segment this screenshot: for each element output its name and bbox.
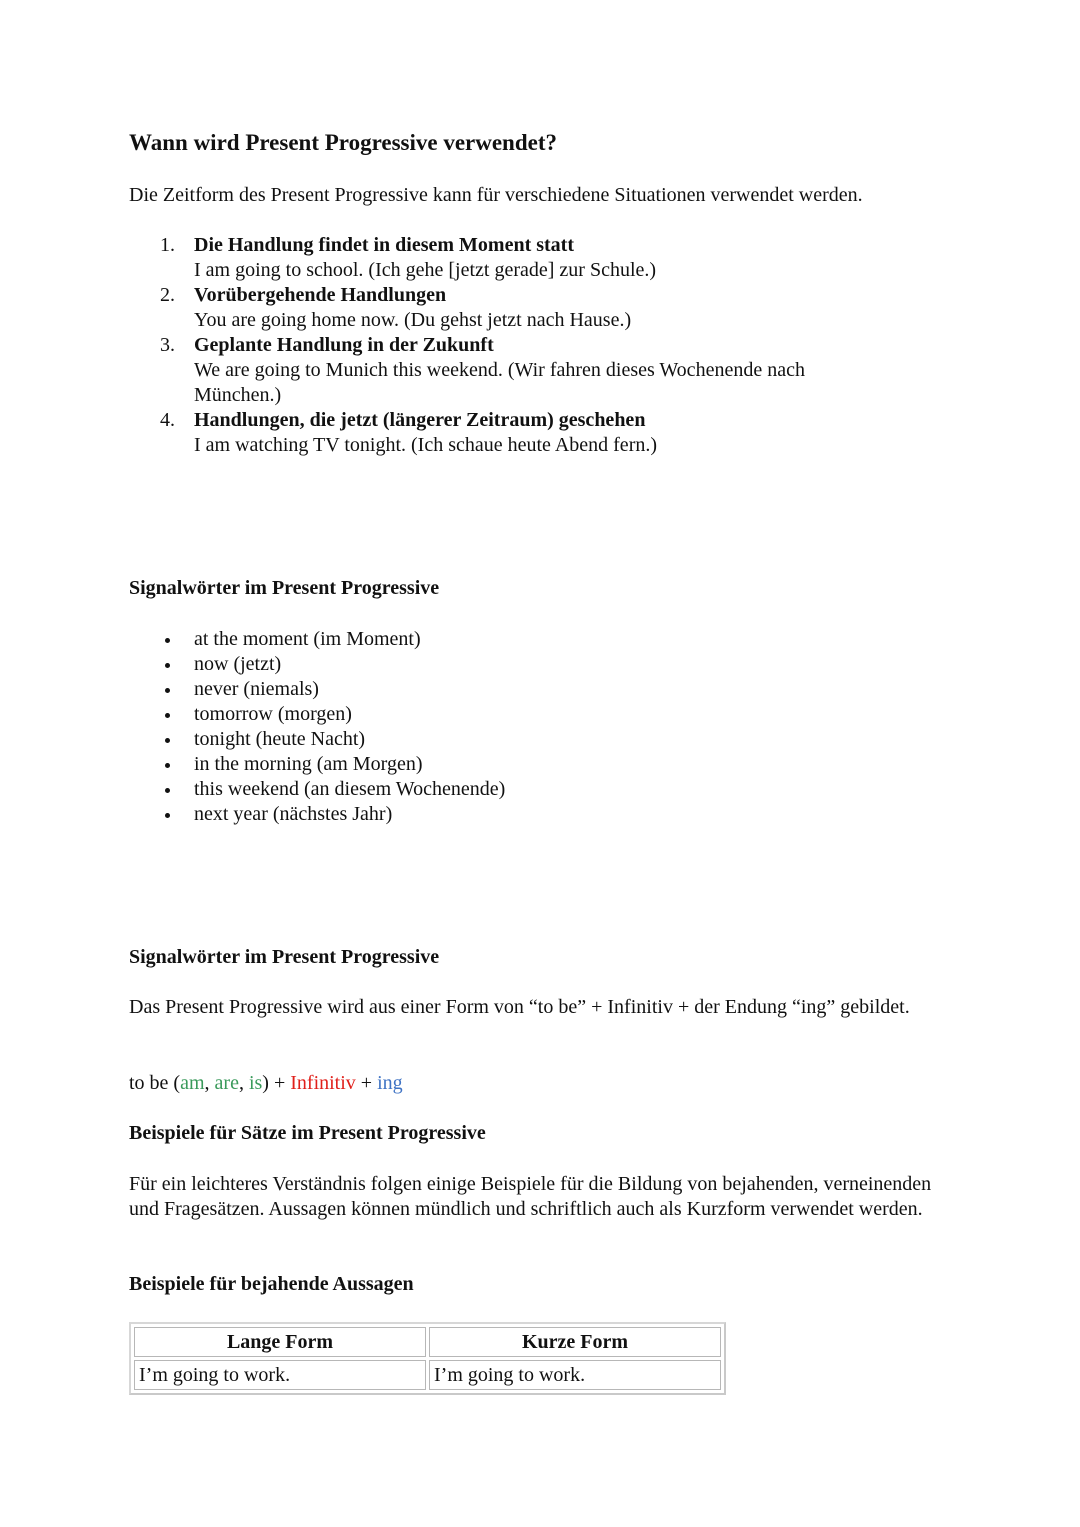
signal-word: tomorrow (morgen) — [194, 703, 352, 725]
list-item — [129, 333, 959, 408]
bullet-icon — [165, 788, 170, 793]
formula-are: are — [214, 1072, 239, 1094]
table-cell: I’m going to work. — [429, 1360, 721, 1390]
signal-words-heading: Signalwörter im Present Progressive — [129, 577, 440, 599]
formation-paragraph: Das Present Progressive wird aus einer Form von “to be” + Infinitiv + der Endung “ing” gebildet. — [129, 996, 910, 1018]
uses-list — [129, 233, 959, 458]
formula-line — [129, 1071, 403, 1096]
signal-word: this weekend (an diesem Wochenende) — [194, 778, 506, 800]
forms-table — [129, 1322, 726, 1395]
list-item — [129, 627, 505, 652]
examples-paragraph: Für ein leichteres Verständnis folgen einige Beispiele für die Bildung von bejahenden, verneinenden und Fragesätzen. Aussagen können mündlich und schriftlich auch als Kurzform verwendet werden. — [129, 1173, 932, 1220]
signal-word: now (jetzt) — [194, 653, 282, 675]
bullet-icon — [165, 663, 170, 668]
list-item — [129, 727, 505, 752]
affirmative-heading: Beispiele für bejahende Aussagen — [129, 1273, 414, 1295]
formula-comma: , — [238, 1072, 249, 1094]
formation-heading: Signalwörter im Present Progressive — [129, 946, 440, 968]
examples-heading: Beispiele für Sätze im Present Progressive — [129, 1122, 486, 1144]
list-item — [129, 752, 505, 777]
list-item-example: You are going home now. (Du gehst jetzt nach Hause.) — [194, 309, 632, 331]
formula-comma: , — [204, 1072, 215, 1094]
bullet-icon — [165, 763, 170, 768]
intro-paragraph: Die Zeitform des Present Progressive kann für verschiedene Situationen verwendet werden. — [129, 184, 863, 206]
list-item — [129, 408, 959, 458]
bullet-icon — [165, 738, 170, 743]
bullet-icon — [165, 638, 170, 643]
formula-is: is — [248, 1072, 263, 1094]
table-header-row — [134, 1327, 721, 1357]
list-item — [129, 777, 505, 802]
formula-ing: ing — [377, 1072, 403, 1094]
table-cell: I’m going to work. — [134, 1360, 426, 1390]
list-item — [129, 802, 505, 827]
list-item — [129, 677, 505, 702]
formula-to-be: to be ( — [129, 1072, 181, 1094]
list-item-example: I am going to school. (Ich gehe [jetzt gerade] zur Schule.) — [194, 259, 657, 281]
formula-plus: + — [355, 1072, 378, 1094]
list-item — [129, 233, 959, 283]
signal-word: in the morning (am Morgen) — [194, 753, 423, 775]
formula-infinitiv: Infinitiv — [290, 1072, 356, 1094]
list-item-heading: Die Handlung findet in diesem Moment statt — [194, 234, 574, 256]
signal-word: at the moment (im Moment) — [194, 628, 421, 650]
signal-word: next year (nächstes Jahr) — [194, 803, 393, 825]
list-item-example: We are going to Munich this weekend. (Wir fahren dieses Wochenende nach München.) — [194, 359, 805, 406]
list-item-example: I am watching TV tonight. (Ich schaue heute Abend fern.) — [194, 434, 658, 456]
list-number: 1. — [160, 234, 175, 256]
list-number: 2. — [160, 284, 175, 306]
list-item — [129, 283, 959, 333]
column-header-short: Kurze Form — [429, 1327, 721, 1357]
bullet-icon — [165, 713, 170, 718]
signal-word: tonight (heute Nacht) — [194, 728, 366, 750]
signal-word: never (niemals) — [194, 678, 319, 700]
list-item-heading: Geplante Handlung in der Zukunft — [194, 334, 494, 356]
bullet-icon — [165, 688, 170, 693]
formula-am: am — [180, 1072, 205, 1094]
list-item — [129, 652, 505, 677]
page-title: Wann wird Present Progressive verwendet? — [129, 130, 558, 155]
list-number: 4. — [160, 409, 175, 431]
list-item-heading: Handlungen, die jetzt (längerer Zeitraum) geschehen — [194, 409, 646, 431]
table-row — [134, 1360, 721, 1390]
list-number: 3. — [160, 334, 175, 356]
list-item — [129, 702, 505, 727]
column-header-long: Lange Form — [134, 1327, 426, 1357]
bullet-icon — [165, 813, 170, 818]
formula-close: ) + — [262, 1072, 291, 1094]
signal-words-list — [129, 627, 505, 827]
list-item-heading: Vorübergehende Handlungen — [194, 284, 447, 306]
